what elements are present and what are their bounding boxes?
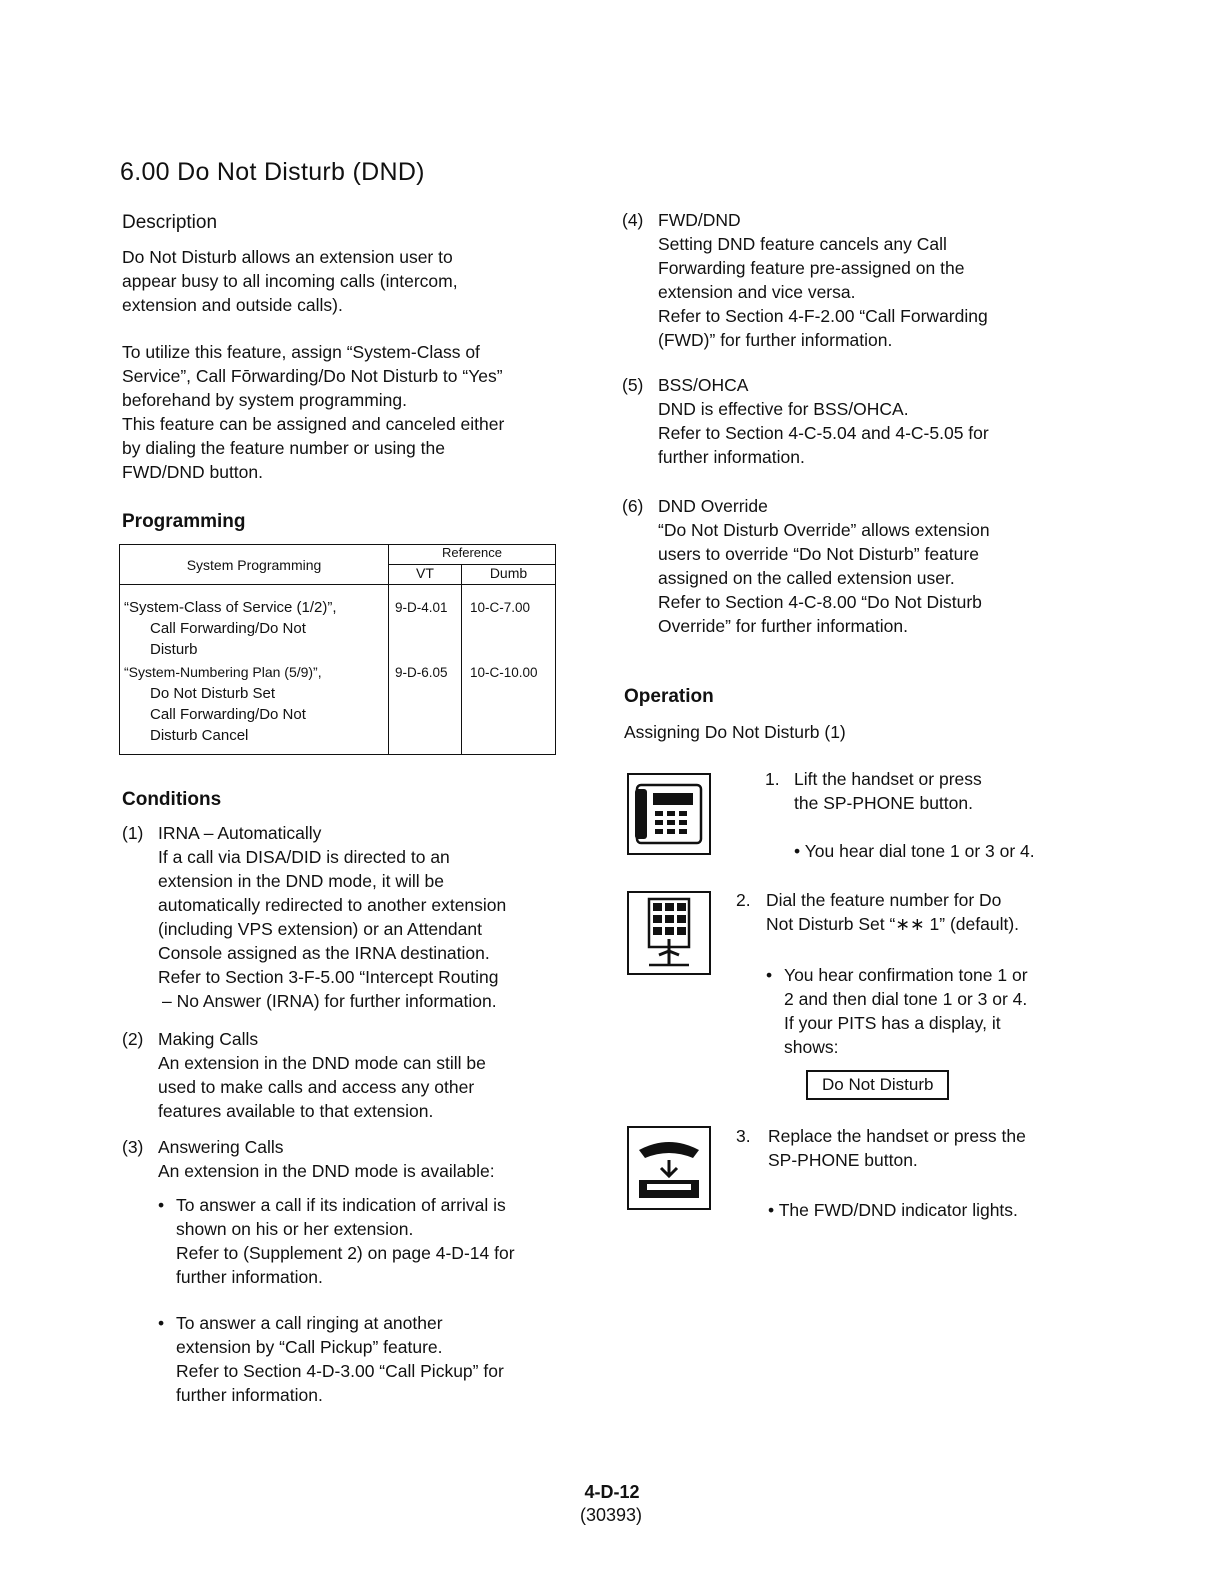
text-line: If a call via DISA/DID is directed to an xyxy=(158,847,450,867)
text-line: Replace the handset or press the xyxy=(768,1126,1026,1146)
text-line: Refer to Section 4-C-5.04 and 4-C-5.05 for xyxy=(658,423,989,443)
text-line: Do Not Disturb Set xyxy=(150,685,276,702)
step-3 xyxy=(736,1124,1176,1224)
condition-number: (1) xyxy=(122,823,144,843)
bullet-item xyxy=(158,1311,588,1411)
text-line: To utilize this feature, assign “System-Class of xyxy=(122,342,480,362)
step-number: 1. xyxy=(765,769,780,789)
text-line: To answer a call ringing at another xyxy=(176,1313,443,1333)
text-line: Refer to Section 4-D-3.00 “Call Pickup” for xyxy=(176,1361,504,1381)
text-line: An extension in the DND mode is available: xyxy=(158,1161,495,1181)
bullet-item xyxy=(794,839,1035,863)
text-line: used to make calls and access any other xyxy=(158,1077,475,1097)
condition-4 xyxy=(622,208,1092,348)
text-line: Do Not Disturb allows an extension user to xyxy=(122,247,453,267)
text-line: An extension in the DND mode can still be xyxy=(158,1053,486,1073)
bullet-item xyxy=(158,1193,588,1303)
text-line: Dial the feature number for Do xyxy=(766,890,1002,910)
text-line: Refer to Section 4-F-2.00 “Call Forwarding xyxy=(658,306,988,326)
description-para2 xyxy=(122,340,504,484)
condition-title: Answering Calls xyxy=(158,1137,284,1157)
text-line: automatically redirected to another extension xyxy=(158,895,507,915)
handset-icon xyxy=(627,1126,711,1210)
text-line: Disturb xyxy=(150,641,198,658)
text-line: To answer a call if its indication of arrival is xyxy=(176,1195,506,1215)
condition-number: (3) xyxy=(122,1137,144,1157)
programming-table xyxy=(119,544,556,755)
description-heading: Description xyxy=(122,212,218,233)
condition-title: Making Calls xyxy=(158,1029,259,1049)
text-line: Refer to Section 4-C-8.00 “Do Not Disturb xyxy=(658,592,982,612)
text-line: The FWD/DND indicator lights. xyxy=(778,1200,1018,1220)
display-text: Do Not Disturb xyxy=(806,1070,949,1100)
text-line: 2 and then dial tone 1 or 3 or 4. xyxy=(784,989,1028,1009)
bullet-icon: • xyxy=(158,1195,165,1215)
condition-number: (2) xyxy=(122,1029,144,1049)
condition-number: (6) xyxy=(622,496,644,516)
header-reference: Reference xyxy=(389,545,556,565)
text-line: beforehand by system programming. xyxy=(122,390,407,410)
conditions-heading: Conditions xyxy=(122,789,222,810)
condition-3 xyxy=(122,1135,592,1405)
text-line: DND is effective for BSS/OHCA. xyxy=(658,399,909,419)
step-1 xyxy=(765,767,1165,867)
text-line: further information. xyxy=(176,1385,323,1405)
bullet-icon: • xyxy=(766,965,773,985)
header-vt: VT xyxy=(389,565,462,585)
page-footer xyxy=(0,1481,1222,1527)
text-line: by dialing the feature number or using the xyxy=(122,438,445,458)
step-2 xyxy=(736,888,1176,1078)
table-dumb-cells xyxy=(462,585,556,755)
vt-ref-1: 9-D-4.01 xyxy=(395,600,448,615)
text-line: features available to that extension. xyxy=(158,1101,434,1121)
text-line: the SP-PHONE button. xyxy=(794,793,973,813)
bullet-icon: • xyxy=(768,1200,779,1220)
condition-title: DND Override xyxy=(658,496,768,516)
text-line: shown on his or her extension. xyxy=(176,1219,414,1239)
programming-heading: Programming xyxy=(122,511,246,532)
text-line: (including VPS extension) or an Attendant xyxy=(158,919,482,939)
page-title: 6.00 Do Not Disturb (DND) xyxy=(120,158,425,186)
text-line: further information. xyxy=(176,1267,323,1287)
text-line: “System-Class of Service (1/2)”, xyxy=(124,599,337,616)
text-line: extension in the DND mode, it will be xyxy=(158,871,444,891)
text-line: extension by “Call Pickup” feature. xyxy=(176,1337,443,1357)
text-line: Setting DND feature cancels any Call xyxy=(658,234,947,254)
text-line: You hear dial tone 1 or 3 or 4. xyxy=(804,841,1035,861)
text-line: Service”, Call Fōrwarding/Do Not Disturb to “Yes” xyxy=(122,366,503,386)
condition-title: BSS/OHCA xyxy=(658,375,749,395)
text-line: Not Disturb Set “∗∗ 1” (default). xyxy=(766,914,1020,934)
text-line: Override” for further information. xyxy=(658,616,908,636)
text-line: extension and outside calls). xyxy=(122,295,343,315)
bullet-icon: • xyxy=(794,841,805,861)
text-line: Refer to Section 3-F-5.00 “Intercept Routing xyxy=(158,967,499,987)
condition-title: IRNA – Automatically xyxy=(158,823,322,843)
step-number: 3. xyxy=(736,1126,751,1146)
text-line: SP-PHONE button. xyxy=(768,1150,918,1170)
vt-ref-2: 9-D-6.05 xyxy=(395,665,448,680)
text-line: Refer to (Supplement 2) on page 4-D-14 for xyxy=(176,1243,515,1263)
header-dumb: Dumb xyxy=(462,565,556,585)
condition-2 xyxy=(122,1027,592,1127)
text-line: further information. xyxy=(658,447,805,467)
text-line: Console assigned as the IRNA destination. xyxy=(158,943,490,963)
description-para1 xyxy=(122,245,458,317)
display-panel xyxy=(806,1070,949,1100)
text-line: shows: xyxy=(784,1037,839,1057)
text-line: Call Forwarding/Do Not xyxy=(150,620,306,637)
text-line: Disturb Cancel xyxy=(150,727,249,744)
keypad-icon xyxy=(627,891,711,975)
text-line: Forwarding feature pre-assigned on the xyxy=(658,258,965,278)
text-line: Call Forwarding/Do Not xyxy=(150,706,306,723)
text-line: “System-Numbering Plan (5/9)”, xyxy=(124,664,322,680)
dumb-ref-1: 10-C-7.00 xyxy=(470,600,531,615)
text-line: users to override “Do Not Disturb” feature xyxy=(658,544,979,564)
condition-title: FWD/DND xyxy=(658,210,741,230)
text-line: assigned on the called extension user. xyxy=(658,568,955,588)
telephone-icon xyxy=(627,773,711,855)
table-vt-cells xyxy=(389,585,462,755)
text-line: Lift the handset or press xyxy=(794,769,982,789)
condition-5 xyxy=(622,373,1092,473)
operation-heading: Operation xyxy=(624,686,714,707)
text-line: FWD/DND button. xyxy=(122,462,263,482)
page-number: 4-D-12 xyxy=(584,1482,640,1502)
condition-number: (4) xyxy=(622,210,644,230)
condition-number: (5) xyxy=(622,375,644,395)
text-line: – No Answer (IRNA) for further information. xyxy=(162,991,497,1011)
bullet-item xyxy=(768,1198,1018,1222)
document-code: (30393) xyxy=(579,1505,643,1525)
text-line: If your PITS has a display, it xyxy=(784,1013,1001,1033)
bullet-icon: • xyxy=(158,1313,165,1333)
text-line: (FWD)” for further information. xyxy=(658,330,893,350)
text-line: appear busy to all incoming calls (intercom, xyxy=(122,271,458,291)
table-row-1-system xyxy=(120,585,389,755)
step-number: 2. xyxy=(736,890,751,910)
text-line: “Do Not Disturb Override” allows extension xyxy=(658,520,990,540)
text-line: extension and vice versa. xyxy=(658,282,856,302)
text-line: This feature can be assigned and canceled either xyxy=(122,414,505,434)
header-system-programming: System Programming xyxy=(120,545,389,585)
text-line: You hear confirmation tone 1 or xyxy=(784,965,1028,985)
operation-subheading: Assigning Do Not Disturb (1) xyxy=(624,722,846,742)
dumb-ref-2: 10-C-10.00 xyxy=(470,665,538,680)
condition-1 xyxy=(122,821,592,1021)
condition-6 xyxy=(622,494,1092,644)
